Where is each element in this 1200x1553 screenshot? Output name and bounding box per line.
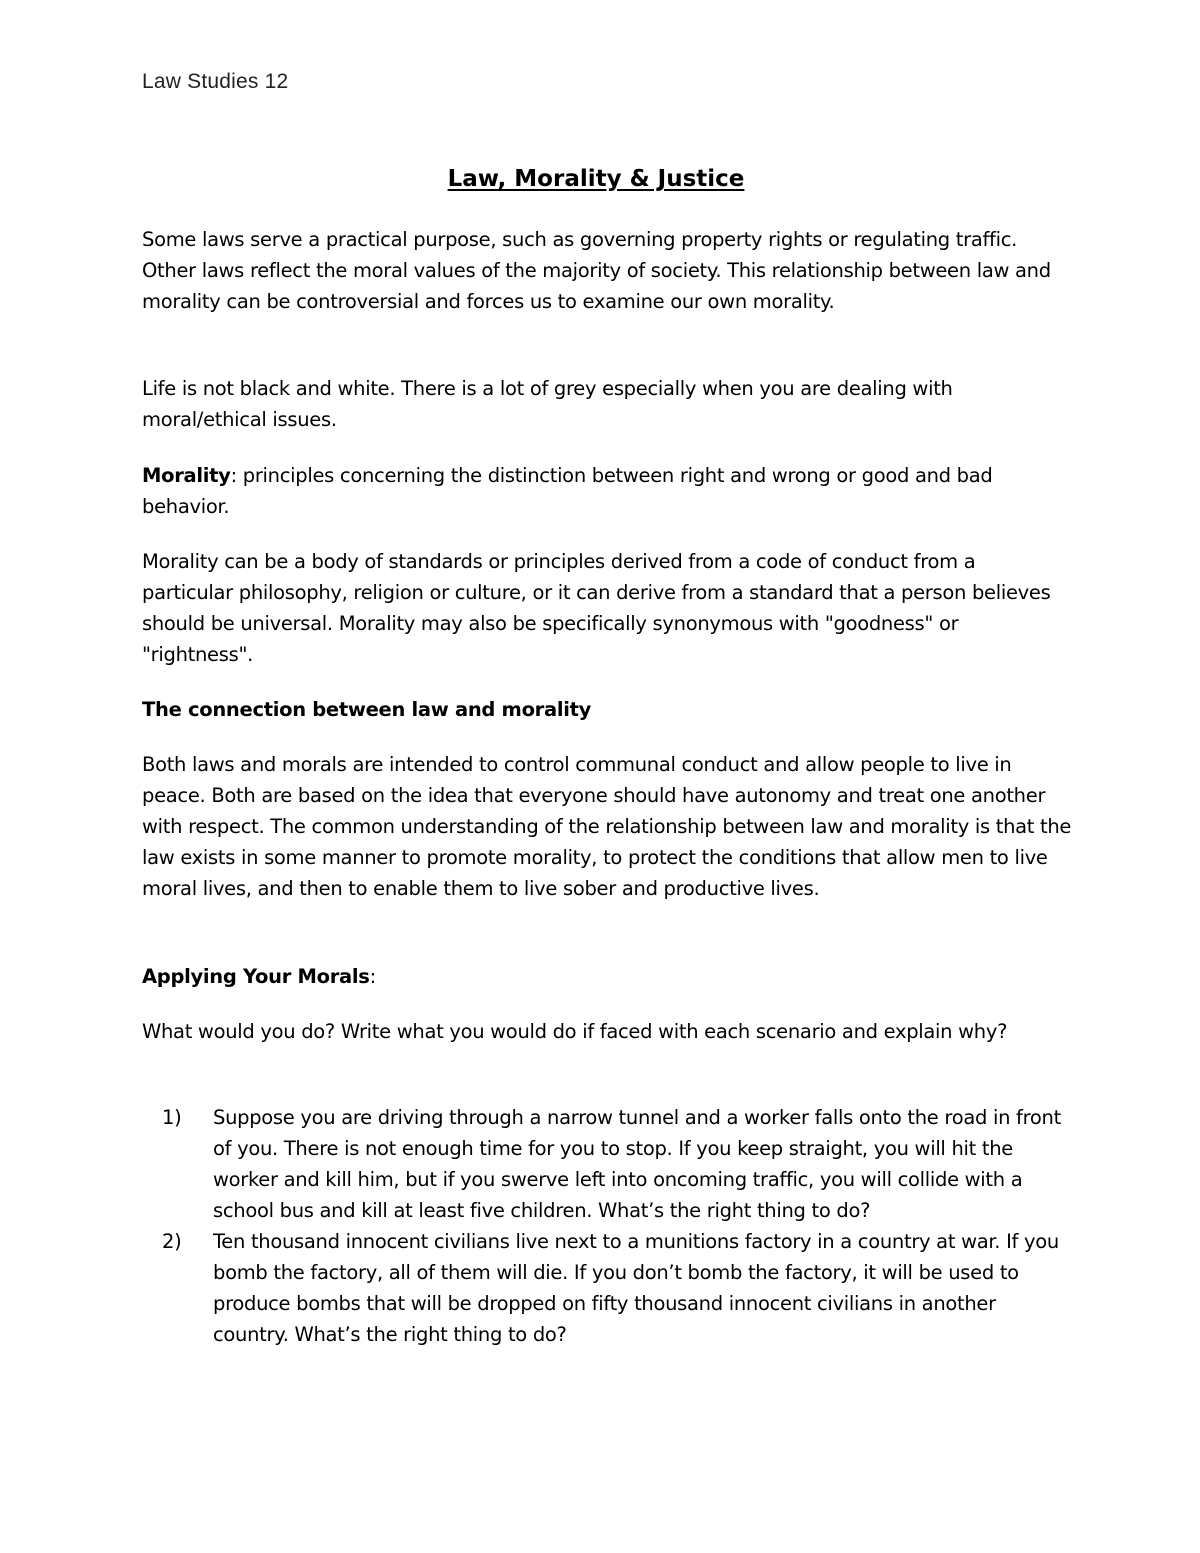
intro-paragraph-2 xyxy=(142,373,1072,435)
instructions-text: What would you do? Write what you would do if faced with each scenario and explain why? xyxy=(142,1020,1008,1043)
list-item-number: 2) xyxy=(162,1230,182,1253)
list-item xyxy=(142,1226,1072,1350)
connection-text: Both laws and morals are intended to control communal conduct and allow people to live in peace. Both are based on the idea that everyone should have autonomy and treat one another with respect. The common understanding of the relationship between law and morality is that the law exists in some manner to promote morality, to protect the conditions that allow men to live moral lives, and then to enable them to live sober and productive lives. xyxy=(142,753,1072,900)
scenario-list xyxy=(142,1102,1072,1350)
list-item-number: 1) xyxy=(162,1106,182,1129)
definition-text xyxy=(142,460,1072,522)
applying-heading-line xyxy=(142,961,1072,992)
definition-body: : principles concerning the distinction between right and wrong or good and bad behavior. xyxy=(142,464,993,518)
definition-term: Morality xyxy=(142,464,231,487)
applying-instructions xyxy=(142,1016,1072,1047)
list-item xyxy=(142,1102,1072,1226)
page-header: Law Studies 12 xyxy=(142,70,289,93)
applying-heading: Applying Your Morals xyxy=(142,965,370,988)
list-item-text: Suppose you are driving through a narrow tunnel and a worker falls onto the road in front of you. There is not enough time for you to stop. If you keep straight, you will hit the worker and kill him, but if you swerve left into oncoming traffic, you will collide with a school bus and kill at least five children. What’s the right thing to do? xyxy=(213,1106,1061,1222)
page-title: Law, Morality & Justice xyxy=(447,166,745,192)
morality-text: Morality can be a body of standards or principles derived from a code of conduct from a particular philosophy, religion or culture, or it can derive from a standard that a person believes should be universal. Morality may also be specifically synonymous with "goodness" or "rightness". xyxy=(142,550,1051,666)
intro-text-2: Life is not black and white. There is a lot of grey especially when you are dealing with moral/ethical issues. xyxy=(142,377,953,431)
morality-paragraph xyxy=(142,546,1072,670)
list-item-text: Ten thousand innocent civilians live next to a munitions factory in a country at war. If you bomb the factory, all of them will die. If you don’t bomb the factory, it will be used to produce bombs that will be dropped on fifty thousand innocent civilians in another country. What’s the right thing to do? xyxy=(213,1230,1059,1346)
intro-text-1: Some laws serve a practical purpose, such as governing property rights or regulating traffic. Other laws reflect the moral values of the majority of society. This relationship between law and morality can be controversial and forces us to examine our own morality. xyxy=(142,228,1051,313)
definition-paragraph xyxy=(142,460,1072,522)
connection-paragraph xyxy=(142,749,1072,904)
connection-heading: The connection between law and morality xyxy=(142,698,592,721)
applying-colon: : xyxy=(369,965,376,988)
intro-paragraph-1 xyxy=(142,224,1072,317)
